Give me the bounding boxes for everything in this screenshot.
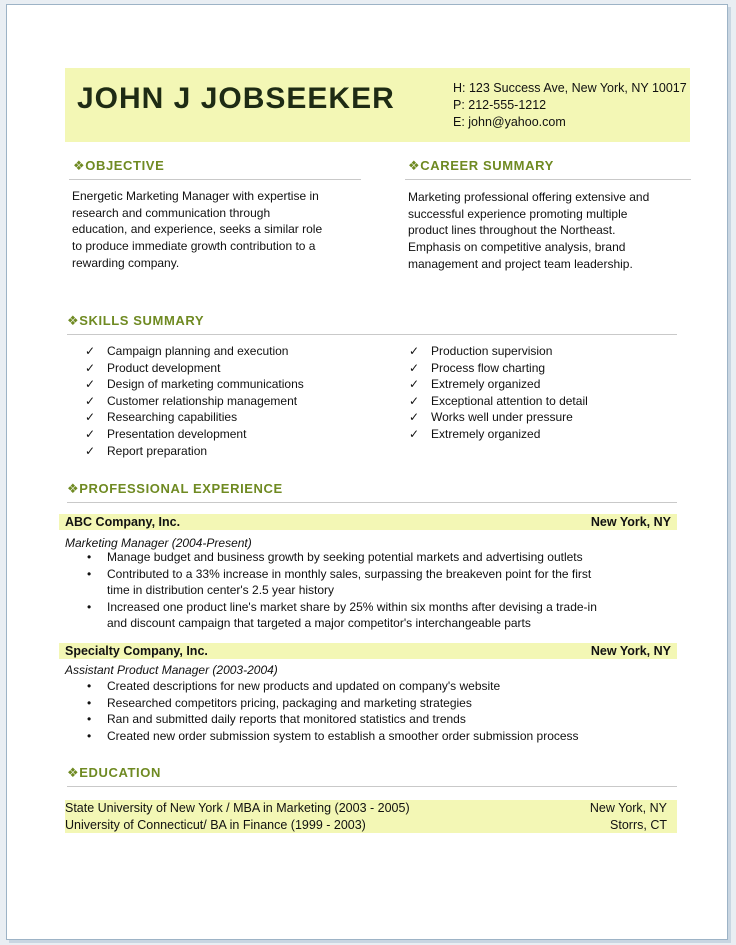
bullet-icon: • — [87, 679, 92, 693]
career-summary-divider — [405, 179, 691, 180]
check-icon: ✓ — [409, 377, 420, 392]
skill-item: ✓ Customer relationship management — [85, 393, 298, 408]
career-summary-line: product lines throughout the Northeast. — [408, 223, 616, 238]
bullet-icon: • — [87, 728, 92, 743]
bullet-icon: • — [87, 712, 92, 727]
job-location: New York, NY — [590, 515, 671, 529]
career-summary-line: Emphasis on competitive analysis, brand — [408, 240, 626, 255]
header-band — [65, 68, 690, 142]
job-bullet: • Created descriptions for new products and updated on company's website — [87, 679, 501, 693]
job-bullet: • Ran and submitted daily reports that monitored statistics and trends — [87, 712, 466, 727]
check-icon: ✓ — [85, 360, 96, 375]
education-degree: University of Connecticut/ BA in Finance (1999 - 2003) — [65, 817, 366, 832]
check-icon: ✓ — [409, 393, 420, 408]
check-icon: ✓ — [409, 344, 420, 358]
bullet-icon: • — [87, 599, 92, 614]
skill-item: ✓ Product development — [85, 360, 221, 375]
objective-line: Energetic Marketing Manager with expertise in — [72, 189, 319, 203]
objective-line: rewarding company. — [72, 255, 180, 270]
career-summary-text — [408, 189, 649, 273]
check-icon: ✓ — [85, 426, 96, 441]
skill-item: ✓ Works well under pressure — [409, 410, 573, 425]
skill-item: ✓ Exceptional attention to detail — [409, 393, 588, 408]
skill-item: ✓ Campaign planning and execution — [85, 344, 289, 358]
education-band — [65, 800, 677, 833]
job-bullet-continued: time in distribution center's 2.5 year history — [107, 583, 335, 598]
skills-divider — [67, 334, 677, 335]
job-bullet-continued: and discount campaign that targeted a major competitor's interchangeable parts — [107, 616, 531, 631]
career-summary-line: successful experience promoting multiple — [408, 206, 628, 221]
career-summary-heading: ❖CAREER SUMMARY — [408, 158, 554, 173]
education-row — [65, 800, 677, 817]
objective-line: education, and experience, seeks a similar role — [72, 222, 323, 237]
skill-item: ✓ Extremely organized — [409, 426, 541, 441]
check-icon: ✓ — [85, 377, 96, 392]
bullet-icon: • — [87, 566, 92, 581]
skill-item: ✓ Presentation development — [85, 426, 247, 441]
check-icon: ✓ — [85, 410, 96, 425]
skills-heading: ❖SKILLS SUMMARY — [67, 313, 205, 328]
job-company: Specialty Company, Inc. — [65, 644, 208, 658]
objective-text — [72, 188, 322, 272]
check-icon: ✓ — [409, 426, 420, 441]
education-heading: ❖EDUCATION — [67, 765, 161, 780]
objective-heading: ❖OBJECTIVE — [73, 158, 165, 173]
education-location: New York, NY — [589, 801, 667, 815]
job-bullet: • Created new order submission system to establish a smoother order submission process — [87, 728, 579, 743]
skill-item: ✓ Extremely organized — [409, 377, 541, 392]
contact-address: H: 123 Success Ave, New York, NY 10017 — [453, 81, 687, 95]
job-bullet: • Manage budget and business growth by seeking potential markets and advertising outlets — [87, 550, 583, 564]
job-location: New York, NY — [590, 644, 671, 658]
education-row — [65, 817, 677, 834]
skills-list-right — [409, 343, 588, 443]
bullet-icon: • — [87, 695, 92, 710]
career-summary-line: management and project team leadership. — [408, 256, 633, 271]
objective-line: to produce immediate growth contribution to a — [72, 239, 316, 254]
job-bullet: • Researched competitors pricing, packaging and marketing strategies — [87, 695, 472, 710]
check-icon: ✓ — [409, 360, 420, 375]
education-divider — [67, 786, 677, 787]
skill-item: ✓ Report preparation — [85, 443, 208, 458]
skills-list-left — [85, 343, 304, 459]
job-bullet: • Contributed to a 33% increase in monthly sales, surpassing the breakeven point for the first — [87, 566, 592, 581]
resume-page — [6, 4, 728, 940]
skill-item: ✓ Researching capabilities — [85, 410, 238, 425]
education-degree: State University of New York / MBA in Marketing (2003 - 2005) — [65, 801, 410, 815]
objective-line: research and communication through — [72, 205, 271, 220]
contact-email: E: john@yahoo.com — [453, 115, 566, 129]
job-role: Marketing Manager (2004-Present) — [65, 536, 252, 550]
bullet-icon: • — [87, 550, 92, 564]
job-bullets — [65, 549, 597, 632]
check-icon: ✓ — [409, 410, 420, 425]
job-header — [59, 643, 677, 659]
experience-heading: ❖PROFESSIONAL EXPERIENCE — [67, 481, 283, 496]
job-bullet: • Increased one product line's market share by 25% within six months after devising a trade-in — [87, 599, 597, 614]
experience-divider — [67, 502, 677, 503]
job-role: Assistant Product Manager (2003-2004) — [65, 663, 278, 677]
objective-divider — [69, 179, 361, 180]
education-location: Storrs, CT — [610, 817, 667, 832]
career-summary-line: Marketing professional offering extensive and — [408, 190, 650, 204]
check-icon: ✓ — [85, 443, 96, 458]
skill-item: ✓ Design of marketing communications — [85, 377, 304, 392]
skill-item: ✓ Production supervision — [409, 344, 553, 358]
job-bullets — [65, 678, 579, 744]
contact-info — [453, 80, 687, 131]
job-header — [59, 514, 677, 530]
check-icon: ✓ — [85, 344, 96, 358]
contact-phone: P: 212-555-1212 — [453, 98, 547, 112]
check-icon: ✓ — [85, 393, 96, 408]
skill-item: ✓ Process flow charting — [409, 360, 546, 375]
candidate-name: JOHN J JOBSEEKER — [77, 82, 395, 115]
job-company: ABC Company, Inc. — [65, 515, 181, 529]
